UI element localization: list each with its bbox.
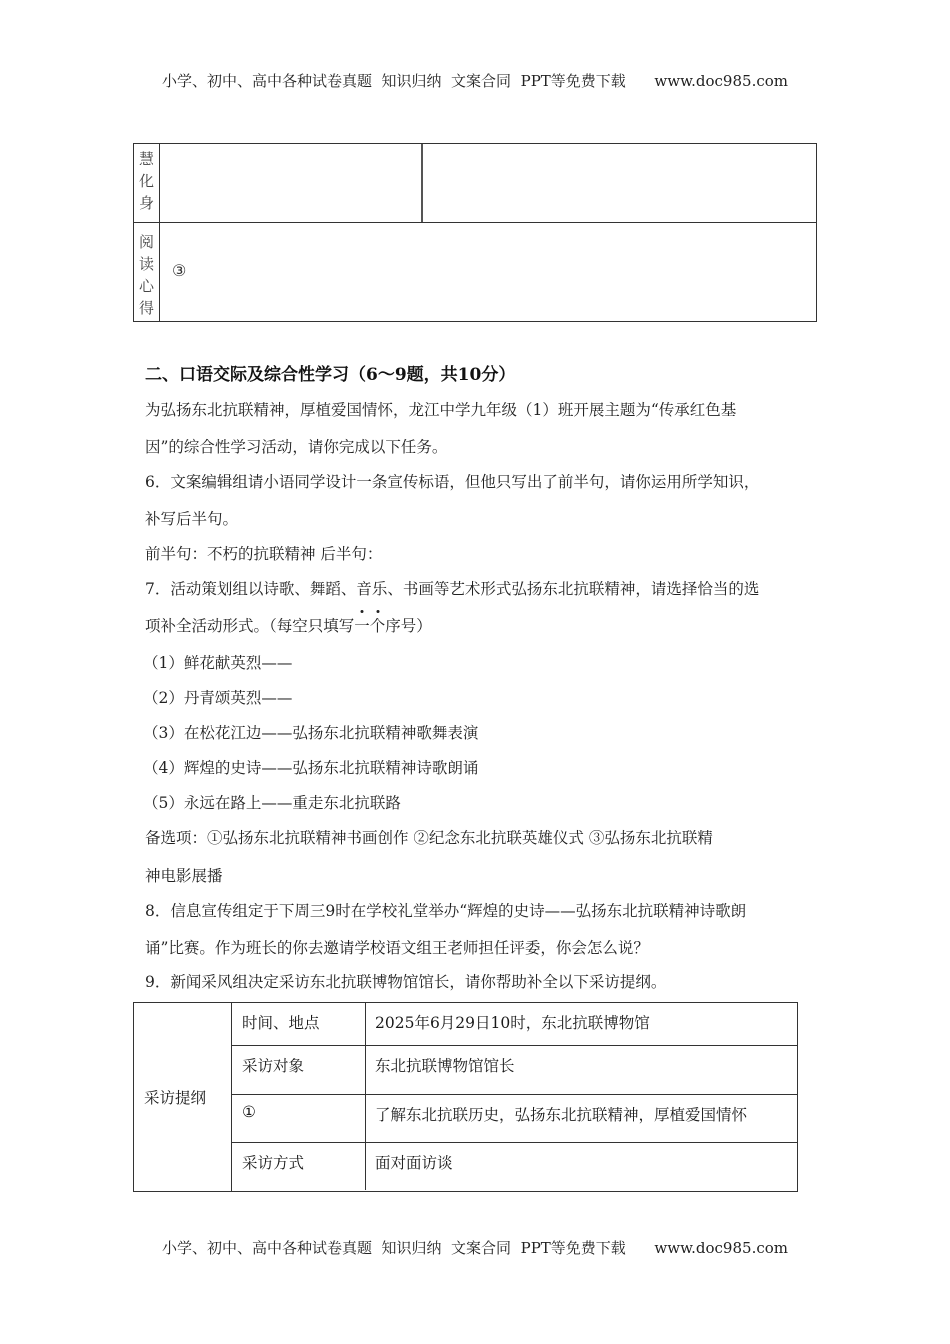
reading-table (133, 143, 817, 322)
section-title: 二、口语交际及综合性学习（6～9题，共10分） (145, 365, 516, 385)
question-6-slogan: 前半句：不朽的抗联精神 后半句： (145, 545, 383, 563)
page-header: 小学、初中、高中各种试卷真题 知识归纳 文案合同 PPT等免费下载 www.doc985.com (161, 72, 788, 90)
row-label-wisdom: 慧 化 身 (134, 144, 160, 222)
question-8: 8．信息宣传组定于下周三9时在学校礼堂举办“辉煌的史诗——弘扬东北抗联精神诗歌朗 (145, 902, 747, 920)
question-6: 补写后半句。 (145, 510, 239, 528)
table-row (232, 1003, 797, 1046)
answer-blank-3: ③ (172, 261, 187, 280)
page-footer: 小学、初中、高中各种试卷真题 知识归纳 文案合同 PPT等免费下载 www.doc985.com (161, 1239, 788, 1257)
row-value: 2025年6月29日10时，东北抗联博物馆 (375, 1014, 650, 1032)
emphasis-char: 一 (354, 614, 370, 636)
question-8: 诵”比赛。作为班长的你去邀请学校语文组王老师担任评委，你会怎么说？ (145, 939, 649, 957)
question-7: 7．活动策划组以诗歌、舞蹈、音乐、书画等艺术形式弘扬东北抗联精神，请选择恰当的选 (145, 580, 760, 598)
row-key: 采访方式 (232, 1143, 366, 1190)
row-key: 采访对象 (232, 1046, 366, 1094)
table-row (232, 1095, 797, 1143)
row-value: 了解东北抗联历史，弘扬东北抗联精神，厚植爱国情怀 (375, 1106, 748, 1124)
question-7: 项补全活动形式。（每空只填写一个序号） (145, 614, 432, 636)
row-key-blank: ① (232, 1095, 366, 1142)
table-row (232, 1143, 797, 1190)
intro-text: 因”的综合性学习活动，请你完成以下任务。 (145, 438, 448, 456)
row-value: 面对面访谈 (375, 1154, 453, 1172)
interview-outline-table (133, 1002, 798, 1192)
row-label-reading-reflection: 阅 读 心 得 (134, 223, 160, 321)
activity-item: （2）丹青颂英烈—— (143, 689, 293, 707)
column-divider (421, 144, 423, 222)
activity-item: （1）鲜花献英烈—— (143, 654, 293, 672)
row-key: 时间、地点 (232, 1003, 366, 1045)
question-9: 9．新闻采风组决定采访东北抗联博物馆馆长，请你帮助补全以下采访提纲。 (145, 973, 667, 991)
table-row (232, 1046, 797, 1095)
table-label: 采访提纲 (134, 1003, 232, 1191)
options-text: 神电影展播 (145, 867, 223, 885)
activity-item: （3）在松花江边——弘扬东北抗联精神歌舞表演 (143, 724, 479, 742)
question-6: 6．文案编辑组请小语同学设计一条宣传标语，但他只写出了前半句，请你运用所学知识， (145, 473, 760, 491)
row-value: 东北抗联博物馆馆长 (375, 1057, 515, 1075)
options-text: 备选项：①弘扬东北抗联精神书画创作 ②纪念东北抗联英雄仪式 ③弘扬东北抗联精 (145, 829, 713, 847)
reading-table-row-wisdom (134, 144, 816, 223)
emphasis-char: 个 (370, 614, 386, 636)
activity-item: （5）永远在路上——重走东北抗联路 (143, 794, 401, 812)
intro-text: 为弘扬东北抗联精神，厚植爱国情怀，龙江中学九年级（1）班开展主题为“传承红色基 (145, 401, 737, 419)
activity-item: （4）辉煌的史诗——弘扬东北抗联精神诗歌朗诵 (143, 759, 479, 777)
reading-table-row-reflection (134, 223, 816, 321)
